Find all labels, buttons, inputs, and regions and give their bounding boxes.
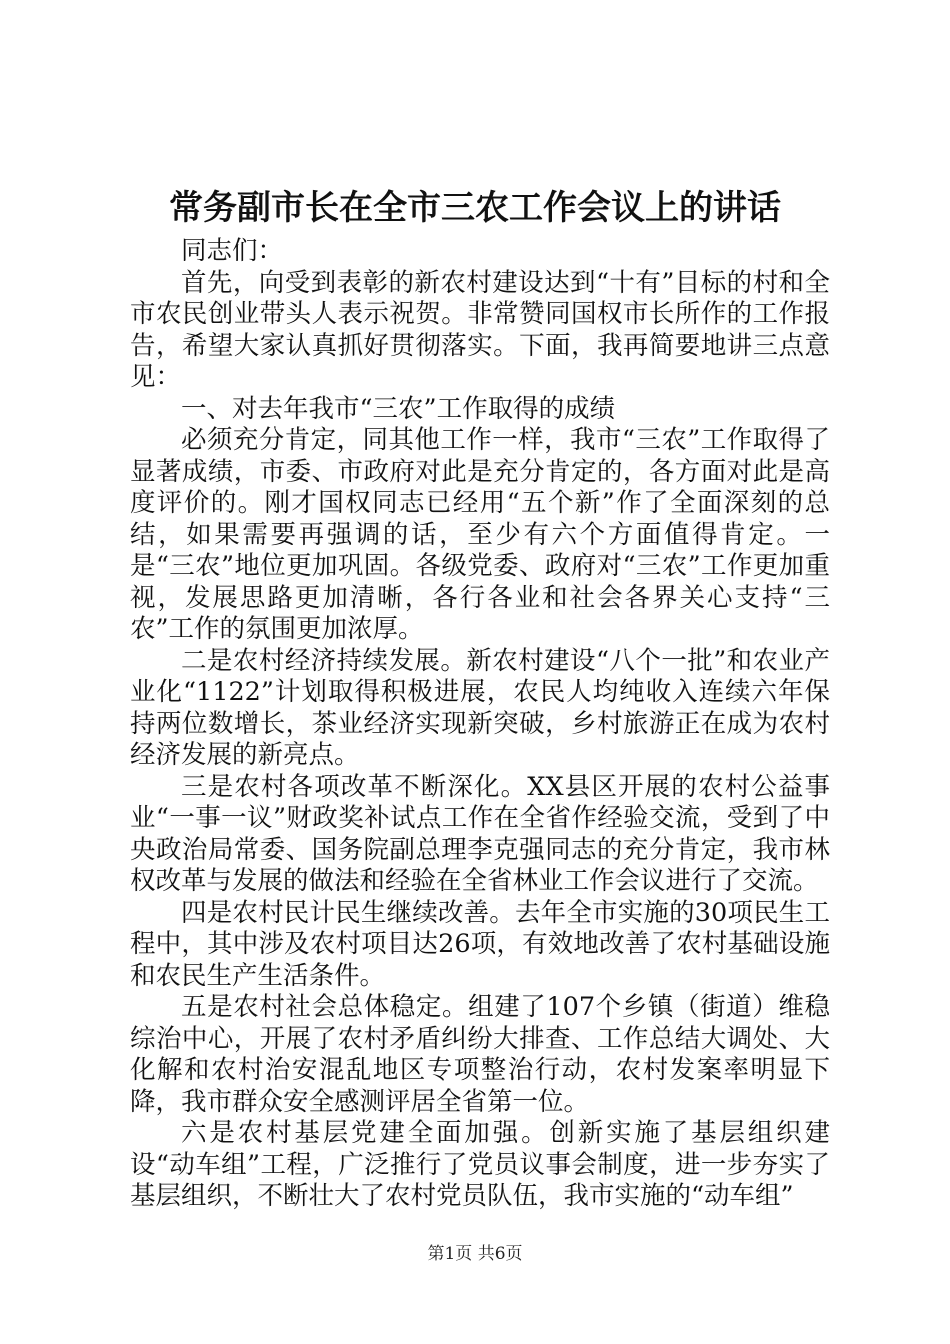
body-paragraph: 五是农村社会总体稳定。组建了107个乡镇（街道）维稳综治中心，开展了农村矛盾纠纷大排查、工作总结大调处、大化解和农村治安混乱地区专项整治行动，农村发案率明显下降，我市群众安全感测评居全省第一位。 — [130, 992, 830, 1117]
body-paragraph: 首先，向受到表彰的新农村建设达到“十有”目标的村和全市农民创业带头人表示祝贺。非常赞同国权市长所作的工作报告，希望大家认真抓好贯彻落实。下面，我再简要地讲三点意见： — [130, 267, 830, 392]
body-paragraph: 三是农村各项改革不断深化。XX县区开展的农村公益事业“一事一议”财政奖补试点工作在全省作经验交流，受到了中央政治局常委、国务院副总理李克强同志的充分肯定，我市林权改革与发展的做法和经验在全省林业工作会议进行了交流。 — [130, 771, 830, 896]
salutation-paragraph: 同志们： — [181, 236, 284, 266]
body-paragraph: 二是农村经济持续发展。新农村建设“八个一批”和农业产业化“1122”计划取得积极进展，农民人均纯收入连续六年保持两位数增长，茶业经济实现新突破，乡村旅游正在成为农村经济发展的新亮点。 — [130, 645, 830, 770]
body-paragraph: 四是农村民计民生继续改善。去年全市实施的30项民生工程中，其中涉及农村项目达26项，有效地改善了农村基础设施和农民生产生活条件。 — [130, 897, 830, 991]
page-number-footer: 第1页 共6页 — [427, 1244, 523, 1264]
body-paragraph: 六是农村基层党建全面加强。创新实施了基层组织建设“动车组”工程，广泛推行了党员议事会制度，进一步夯实了基层组织，不断壮大了农村党员队伍，我市实施的“动车组” — [130, 1118, 830, 1211]
section-heading: 一、对去年我市“三农”工作取得的成绩 — [181, 393, 616, 424]
document-body — [130, 236, 830, 1213]
document-title: 常务副市长在全市三农工作会议上的讲话 — [169, 188, 781, 228]
body-paragraph: 必须充分肯定，同其他工作一样，我市“三农”工作取得了显著成绩，市委、市政府对此是充分肯定的，各方面对此是高度评价的。刚才国权同志已经用“五个新”作了全面深刻的总结，如果需要再强调的话，至少有六个方面值得肯定。一是“三农”地位更加巩固。各级党委、政府对“三农”工作更加重视，发展思路更加清晰，各行各业和社会各界关心支持“三农”工作的氛围更加浓厚。 — [130, 425, 830, 644]
